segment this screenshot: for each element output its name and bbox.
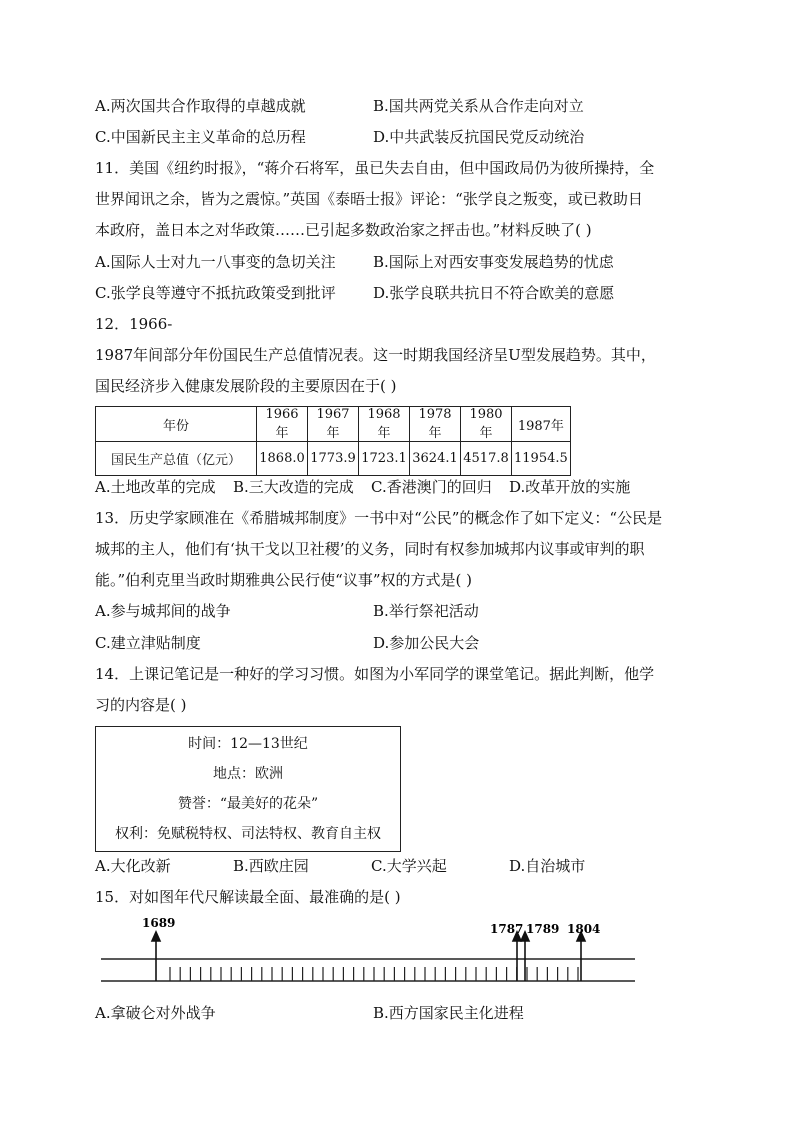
timeline-ruler	[95, 915, 640, 995]
table-value-cell: 1868.0	[257, 442, 308, 476]
q13-stem-line-3: 能。”伯利克里当政时期雅典公民行使“议事”权的方式是( )	[95, 571, 472, 589]
table-value-cell: 3624.1	[410, 442, 461, 476]
q10-option-d: D.中共武装反抗国民党反动统治	[373, 128, 585, 146]
table-header-label: 年份	[96, 407, 257, 442]
table-year-cell: 1980年	[461, 407, 512, 442]
q15-stem-line-1: 15．对如图年代尺解读最全面、最准确的是( )	[95, 888, 401, 906]
note-time: 时间：12—13世纪	[188, 736, 308, 752]
q14-option-c: C.大学兴起	[371, 857, 447, 875]
q12-option-c: C.香港澳门的回归	[371, 478, 492, 496]
q11-option-a: A.国际人士对九一八事变的急切关注	[95, 253, 336, 271]
q11-stem-line-3: 本政府，盖日本之对华政策……已引起多数政治家之抨击也。”材料反映了( )	[95, 221, 592, 239]
table-value-cell: 4517.8	[461, 442, 512, 476]
q12-option-b: B.三大改造的完成	[233, 478, 354, 496]
table-year-cell: 1966年	[257, 407, 308, 442]
note-place: 地点：欧洲	[213, 766, 283, 782]
table-value-cell: 11954.5	[512, 442, 571, 476]
note-rights: 权利：免赋税特权、司法特权、教育自主权	[115, 826, 381, 842]
timeline-label-1789: 1789	[526, 922, 560, 936]
table-year-cell: 1967年	[308, 407, 359, 442]
q11-option-c: C.张学良等遵守不抵抗政策受到批评	[95, 284, 336, 302]
q14-option-b: B.西欧庄园	[233, 857, 309, 875]
q11-option-b: B.国际上对西安事变发展趋势的忧虑	[373, 253, 614, 271]
q12-stem-line-3: 国民经济步入健康发展阶段的主要原因在于( )	[95, 377, 397, 395]
q14-stem-line-1: 14．上课记笔记是一种好的学习习惯。如图为小军同学的课堂笔记。据此判断，他学	[95, 665, 655, 683]
timeline-label-1787: 1787	[490, 922, 524, 936]
table-year-cell: 1978年	[410, 407, 461, 442]
q15-option-b: B.西方国家民主化进程	[373, 1004, 524, 1022]
q14-option-a: A.大化改新	[95, 857, 171, 875]
q13-option-d: D.参加公民大会	[373, 634, 480, 652]
gdp-table	[95, 406, 571, 476]
q15-option-a: A.拿破仑对外战争	[95, 1004, 216, 1022]
q14-option-d: D.自治城市	[509, 857, 586, 875]
q11-option-d: D.张学良联共抗日不符合欧美的意愿	[373, 284, 615, 302]
table-row-label: 国民生产总值（亿元）	[96, 442, 257, 476]
table-row	[96, 442, 571, 476]
table-value-cell: 1723.1	[359, 442, 410, 476]
q13-stem-line-1: 13．历史学家顾准在《希腊城邦制度》一书中对“公民”的概念作了如下定义：“公民是	[95, 509, 663, 527]
q13-option-c: C.建立津贴制度	[95, 634, 201, 652]
q12-option-a: A.土地改革的完成	[95, 478, 216, 496]
q10-option-b: B.国共两党关系从合作走向对立	[373, 97, 584, 115]
table-value-cell: 1773.9	[308, 442, 359, 476]
q11-stem-line-1: 11．美国《纽约时报》，“蒋介石将军，虽已失去自由，但中国政局仍为彼所操持，全	[95, 159, 655, 177]
class-note-box	[95, 726, 401, 852]
q14-stem-line-2: 习的内容是( )	[95, 696, 187, 714]
q12-stem-line-2: 1987年间部分年份国民生产总值情况表。这一时期我国经济呈U型发展趋势。其中，	[95, 346, 656, 364]
timeline-label-1689: 1689	[142, 916, 176, 930]
table-year-cell: 1968年	[359, 407, 410, 442]
q10-option-c: C.中国新民主主义革命的总历程	[95, 128, 306, 146]
q13-stem-line-2: 城邦的主人，他们有‘执干戈以卫社稷’的义务，同时有权参加城邦内议事或审判的职	[95, 540, 645, 558]
q13-option-a: A.参与城邦间的战争	[95, 602, 231, 620]
note-praise: 赞誉：“最美好的花朵”	[177, 796, 319, 812]
table-year-cell: 1987年	[512, 407, 571, 442]
q12-stem-line-1: 12．1966-	[95, 315, 173, 333]
q10-option-a: A.两次国共合作取得的卓越成就	[95, 97, 306, 115]
timeline-label-1804: 1804	[567, 922, 601, 936]
q11-stem-line-2: 世界闻讯之余，皆为之震惊。”英国《泰晤士报》评论：“张学良之叛变，或已救助日	[95, 190, 643, 208]
q12-option-d: D.改革开放的实施	[509, 478, 631, 496]
q13-option-b: B.举行祭祀活动	[373, 602, 479, 620]
table-row	[96, 407, 571, 442]
